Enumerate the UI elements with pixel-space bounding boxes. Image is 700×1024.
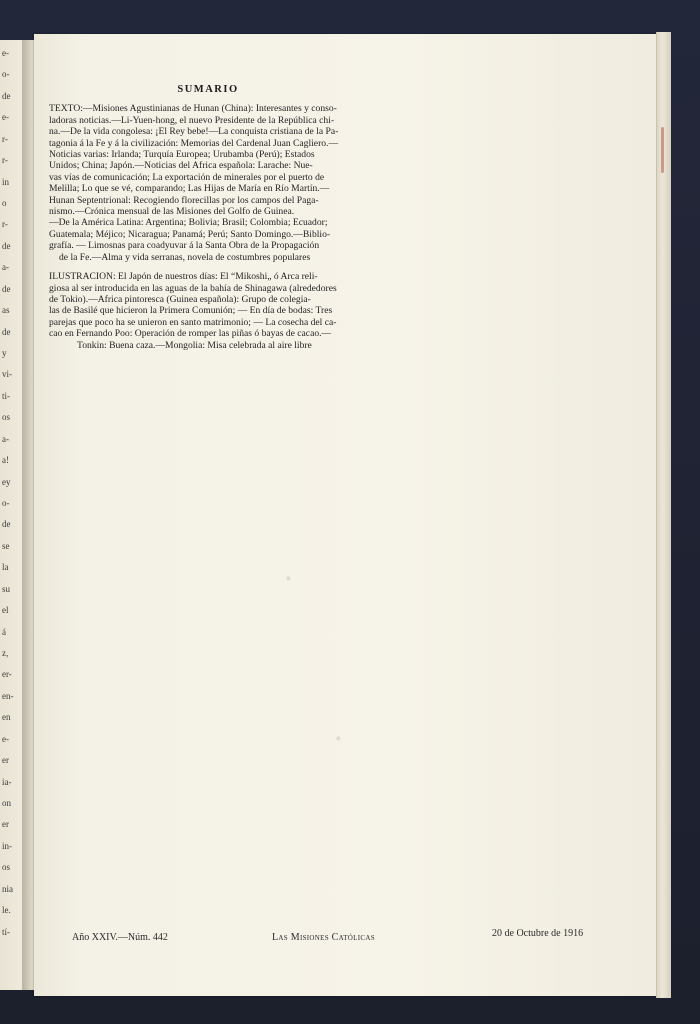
adjacent-page-fragment: z, [2, 648, 9, 658]
summary-line: Tonkin: Buena caza.—Mongolia: Misa celebrada al aire libre [77, 339, 312, 351]
adjacent-page-fragment: su [2, 583, 11, 594]
bleed-through-ghost: · [284, 564, 293, 593]
adjacent-page-fragment: e- [2, 112, 9, 123]
summary-line: Hunan Septentrional: Recogiendo florecillas por los campos del Paga- [49, 194, 319, 206]
adjacent-page-fragment: en- [2, 690, 14, 701]
adjacent-page-fragment: o- [2, 498, 10, 508]
summary-line: Unidos; China; Japón.—Noticias del Africa española: Larache: Nue- [49, 160, 313, 172]
adjacent-page-fragment: os [2, 412, 11, 423]
adjacent-page-fragment: a- [2, 262, 9, 273]
adjacent-page-fragment: a! [2, 455, 9, 466]
red-bookmark-mark [661, 127, 664, 173]
adjacent-page-fragment: vi- [2, 369, 12, 380]
adjacent-page-fragment: r- [2, 133, 8, 144]
adjacent-page-fragment: er- [2, 669, 12, 680]
footer-publication: Las Misiones Católicas [272, 932, 375, 943]
adjacent-page-fragment: e- [2, 733, 9, 744]
adjacent-page-fragment: os [2, 862, 11, 873]
adjacent-page-fragment: r- [2, 219, 8, 230]
summary-line: ladoras noticias.—Li-Yuen-hong, el nuevo Presidente de la República chi- [49, 114, 335, 126]
adjacent-page-fragment: á [2, 626, 6, 637]
summary-line: na.—De la vida congolesa: ¡El Rey bebe!—La conquista cristiana de la Pa- [49, 126, 339, 138]
adjacent-page-fragment: on [2, 798, 11, 808]
summary-line: Guatemala; Méjico; Nicaragua; Panamá; Perú; Santo Domingo.—Biblio- [49, 228, 331, 240]
summary-title: SUMARIO [177, 84, 239, 95]
adjacent-page-fragment: ey [2, 476, 11, 487]
adjacent-page-fragment: in [2, 176, 10, 187]
adjacent-page-fragment: la [2, 562, 9, 573]
adjacent-page-fragment: de [2, 90, 11, 101]
document-page [34, 34, 656, 996]
adjacent-page-fragment: ia- [2, 776, 12, 787]
adjacent-page-fragment: e- [2, 48, 9, 58]
summary-line: las de Basilé que hicieron la Primera Comunión; — En día de bodas: Tres [49, 305, 333, 317]
summary-line: —De la América Latina: Argentina; Bolivia; Brasil; Colombia; Ecuador; [49, 217, 328, 229]
summary-line: TEXTO:—Misiones Agustinianas de Hunan (China): Interesantes y conso- [49, 103, 337, 115]
bleed-through-ghost: · [334, 724, 343, 753]
page-footer [72, 928, 592, 948]
adjacent-page-fragment: in- [2, 840, 12, 851]
adjacent-page-fragment: de [2, 326, 11, 337]
summary-line: parejas que poco ha se unieron en santo matrimonio; — La cosecha del ca- [49, 316, 337, 328]
adjacent-page-fragment: de [2, 240, 11, 251]
summary-line: de la Fe.—Alma y vida serranas, novela de costumbres populares [59, 251, 311, 263]
page-stack-edge [656, 32, 671, 998]
summary-section [49, 84, 367, 351]
summary-line: giosa al ser introducida en las aguas de la bahía de Shinagawa (alrededores [49, 282, 337, 294]
summary-line: Melilla; Lo que se vé, comparando; Las Hijas de María en Río Martín.— [49, 183, 330, 195]
summary-line: vas vías de comunicación; La exportación de minerales por el puerto de [49, 171, 325, 183]
summary-line: tagonia á la Fe y á la civilización: Memorias del Cardenal Juan Cagliero.— [49, 137, 339, 149]
summary-line: nismo.—Crónica mensual de las Misiones del Golfo de Guinea. [49, 206, 295, 218]
footer-issue: Año XXIV.—Núm. 442 [72, 932, 168, 943]
adjacent-page-edge [0, 40, 22, 990]
summary-line: ILUSTRACION: El Japón de nuestros días: El “Mikoshi„ ó Arca reli- [49, 271, 318, 283]
adjacent-page-fragment: de [2, 519, 11, 530]
summary-texto-paragraph [49, 103, 367, 263]
adjacent-page-fragment: o [2, 198, 7, 208]
adjacent-page-fragment: er [2, 755, 9, 766]
adjacent-page-fragment: er [2, 819, 9, 830]
adjacent-page-fragment: le. [2, 905, 11, 916]
adjacent-page-fragment: as [2, 305, 10, 316]
adjacent-page-fragment: en [2, 712, 11, 723]
adjacent-page-fragment: a- [2, 433, 9, 444]
summary-line: de Tokio).—Africa pintoresca (Guinea española): Grupo de colegia- [49, 293, 311, 305]
adjacent-page-fragment: nia [2, 883, 13, 894]
summary-line: Noticias varias: Irlanda; Turquía Europea; Urubamba (Perú); Estados [49, 149, 315, 161]
summary-line: grafía. — Limosnas para coadyuvar á la Santa Obra de la Propagación [49, 240, 320, 252]
adjacent-page-fragment: se [2, 540, 10, 551]
footer-date: 20 de Octubre de 1916 [492, 928, 584, 939]
adjacent-page-fragment: r- [2, 155, 8, 166]
adjacent-page-fragment: y [2, 348, 7, 358]
summary-ilustracion-paragraph [49, 271, 367, 351]
summary-line: cao en Fernando Poo: Operación de romper las piñas ó bayas de cacao.— [49, 328, 332, 340]
adjacent-page-fragment: de [2, 283, 11, 294]
adjacent-page-fragment: el [2, 605, 9, 616]
adjacent-page-fragment: ti- [2, 390, 10, 401]
adjacent-page-fragment: o- [2, 69, 10, 80]
adjacent-page-fragment: tí- [2, 926, 10, 937]
